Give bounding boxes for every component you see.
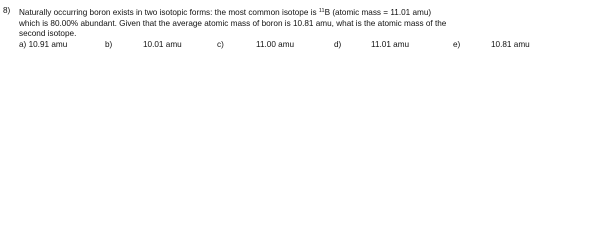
choice-e-text: 10.81 amu <box>491 39 530 49</box>
answer-choices <box>3 40 608 51</box>
choice-e <box>453 40 460 51</box>
choice-b-answer <box>143 40 182 51</box>
question-number: 8) <box>3 6 11 15</box>
choice-e-letter: e) <box>453 39 461 49</box>
isotope-mass-superscript: 11 <box>318 8 325 14</box>
question-text-line-2: which is 80.00% abundant. Given that the average atomic mass of boron is 10.81 amu, what is the atomic mass of the <box>19 18 447 28</box>
choice-c-answer <box>256 40 294 51</box>
choice-b-letter: b) <box>105 39 113 49</box>
choice-d <box>334 40 341 51</box>
choice-c-text: 11.00 amu <box>256 39 295 49</box>
choice-d-letter: d) <box>334 39 342 49</box>
question-text-line-1-start: Naturally occurring boron exists in two isotopic forms: the most common isotope is <box>19 8 319 17</box>
choice-a <box>19 40 67 51</box>
choice-a-letter: a) <box>19 39 27 49</box>
choice-c-letter: c) <box>217 39 224 49</box>
question-text-line-1 <box>19 6 431 19</box>
choice-d-answer <box>371 40 409 51</box>
choice-d-text: 11.01 amu <box>371 39 410 49</box>
question-text-line-3: second isotope. <box>19 29 77 39</box>
choice-a-text: 10.91 amu <box>28 39 68 49</box>
question-first-line <box>3 6 608 19</box>
choice-e-answer <box>491 40 530 51</box>
choice-b <box>105 40 112 51</box>
question-block <box>3 6 608 51</box>
choice-c <box>217 40 224 51</box>
choice-b-text: 10.01 amu <box>143 39 182 49</box>
question-text-line-1-end: B (atomic mass = 11.01 amu) <box>324 8 432 17</box>
